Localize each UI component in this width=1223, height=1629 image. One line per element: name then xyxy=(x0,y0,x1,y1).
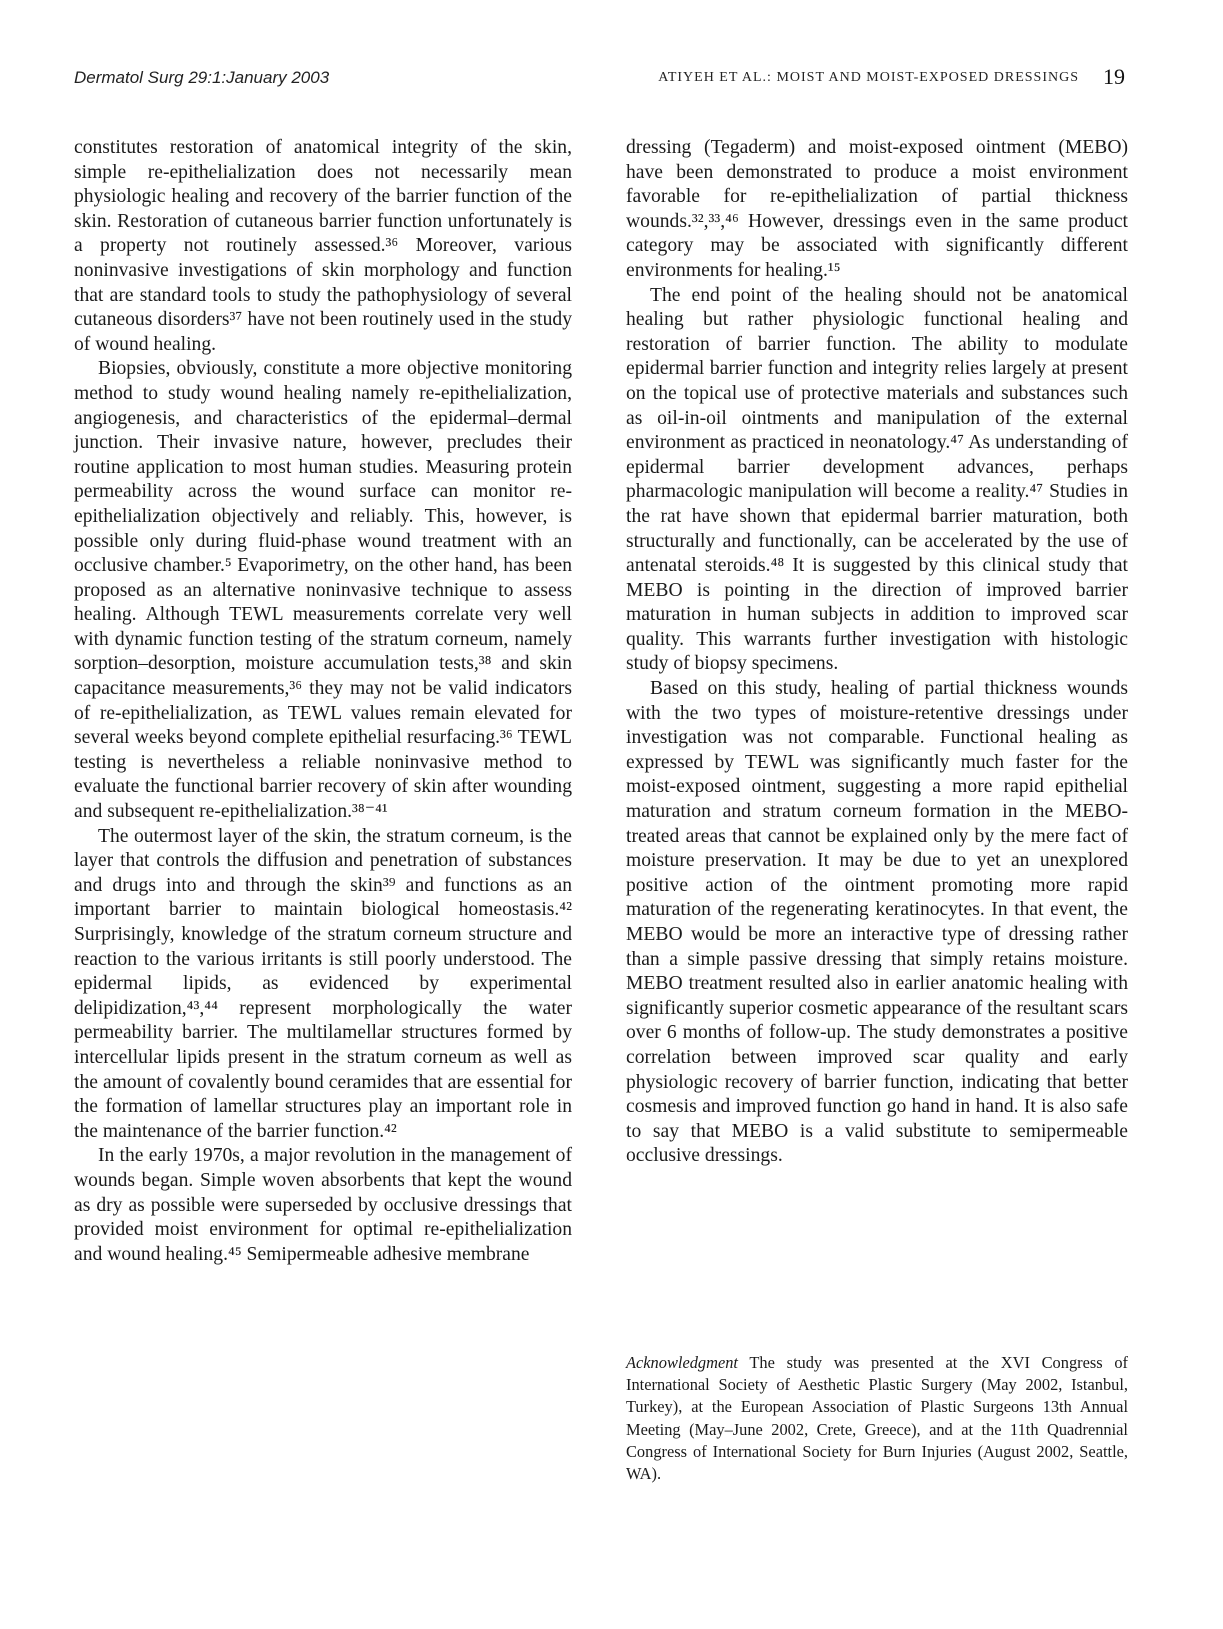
acknowledgment-paragraph xyxy=(626,1352,1128,1485)
acknowledgment-label: Acknowledgment xyxy=(626,1353,738,1372)
paragraph: constitutes restoration of anatomical integrity of the skin, simple re-epithelialization does not necessarily mean physiologic healing and recovery of the barrier function of the skin. Restoration of cutaneous barrier function unfortunately is a property not routinely assessed.³⁶ Moreover, various noninvasive investigations of skin morphology and function that are standard tools to study the pathophysiology of several cutaneous disorders³⁷ have not been routinely used in the study of wound healing. xyxy=(74,137,572,355)
paragraph: The outermost layer of the skin, the stratum corneum, is the layer that controls the diffusion and penetration of substances and drugs into and through the skin³⁹ and functions as an important barrier to maintain biological homeostasis.⁴² Surprisingly, knowledge of the stratum corneum structure and reaction to the various irritants is still poorly understood. The epidermal lipids, as evidenced by experimental delipidization,⁴³,⁴⁴ represent morphologically the water permeability barrier. The multilamellar structures formed by intercellular lipids present in the stratum corneum as well as the amount of covalently bound ceramides that are essential for the formation of lamellar structures play an important role in the maintenance of the barrier function.⁴² xyxy=(74,825,572,1142)
paragraph: Based on this study, healing of partial thickness wounds with the two types of moisture-retentive dressings under investigation was not comparable. Functional healing as expressed by TEWL was significantly much faster for the moist-exposed ointment, suggesting a more rapid epithelial maturation and stratum corneum formation in the MEBO-treated areas that cannot be explained only by the mere fact of moisture preservation. It may be due to yet an unexplored positive action of the ointment promoting more rapid maturation of the regenerating keratinocytes. In that event, the MEBO would be more an interactive type of dressing rather than a simple passive dressing that simply retains moisture. MEBO treatment resulted also in earlier anatomic healing with significantly superior cosmetic appearance of the resultant scars over 6 months of follow-up. The study demonstrates a positive correlation between improved scar quality and early physiologic recovery of barrier function, indicating that better cosmesis and improved function go hand in hand. It is also safe to say that MEBO is a valid substitute to semipermeable occlusive dressings. xyxy=(626,678,1128,1167)
page-header xyxy=(74,66,1125,96)
right-column xyxy=(626,136,1128,1169)
page-number: 19 xyxy=(1103,64,1125,89)
paragraph: Biopsies, obviously, constitute a more objective monitoring method to study wound healing namely re-epithelialization, angiogenesis, and characteristics of the epidermal–dermal junction. Their invasive nature, however, precludes their routine application to most human studies. Measuring protein permeability across the wound surface can monitor re-epithelialization objectively and reliably. This, however, is possible only during fluid-phase wound treatment with an occlusive chamber.⁵ Evaporimetry, on the other hand, has been proposed as an alternative noninvasive technique to assess healing. Although TEWL measurements correlate very well with dynamic function testing of the stratum corneum, namely sorption–desorption, moisture accumulation tests,³⁸ and skin capacitance measurements,³⁶ they may not be valid indicators of re-epithelialization, as TEWL values remain elevated for several weeks beyond complete epithelial resurfacing.³⁶ TEWL testing is nevertheless a reliable noninvasive method to evaluate the functional barrier recovery of skin after wounding and subsequent re-epithelialization.³⁸⁻⁴¹ xyxy=(74,358,572,823)
paragraph: In the early 1970s, a major revolution in the management of wounds began. Simple woven absorbents that kept the wound as dry as possible were superseded by occlusive dressings that provided moist environment for optimal re-epithelialization and wound healing.⁴⁵ Semipermeable adhesive membrane xyxy=(74,1145,572,1265)
acknowledgment xyxy=(626,1352,1128,1485)
paragraph: dressing (Tegaderm) and moist-exposed ointment (MEBO) have been demonstrated to produce a moist environment favorable for re-epithelialization of partial thickness wounds.³²,³³,⁴⁶ However, dressings even in the same product category may be associated with significantly different environments for healing.¹⁵ xyxy=(626,137,1128,281)
running-title: ATIYEH ET AL.: MOIST AND MOIST-EXPOSED DRESSINGS xyxy=(658,70,1079,85)
paragraph: The end point of the healing should not be anatomical healing but rather physiologic functional healing and restoration of barrier function. The ability to modulate epidermal barrier function and integrity relies largely at present on the topical use of protective materials and substances such as oil-in-oil ointments and manipulation of the external environment as practiced in neonatology.⁴⁷ As understanding of epidermal barrier development advances, perhaps pharmacologic manipulation will become a reality.⁴⁷ Studies in the rat have shown that epidermal barrier maturation, both structurally and functionally, can be accelerated by the use of antenatal steroids.⁴⁸ It is suggested by this clinical study that MEBO is pointing in the direction of improved barrier maturation in human subjects in addition to improved scar quality. This warrants further investigation with histologic study of biopsy specimens. xyxy=(626,284,1128,675)
journal-citation: Dermatol Surg 29:1:January 2003 xyxy=(74,68,330,87)
left-column xyxy=(74,136,572,1267)
acknowledgment-text: The study was presented at the XVI Congress of International Society of Aesthetic Plastic Surgery (May 2002, Istanbul, Turkey), at the European Association of Plastic Surgeons 13th Annual Meeting (May–June 2002, Crete, Greece), and at the 11th Quadrennial Congress of International Society for Burn Injuries (August 2002, Seattle, WA). xyxy=(626,1353,1128,1484)
